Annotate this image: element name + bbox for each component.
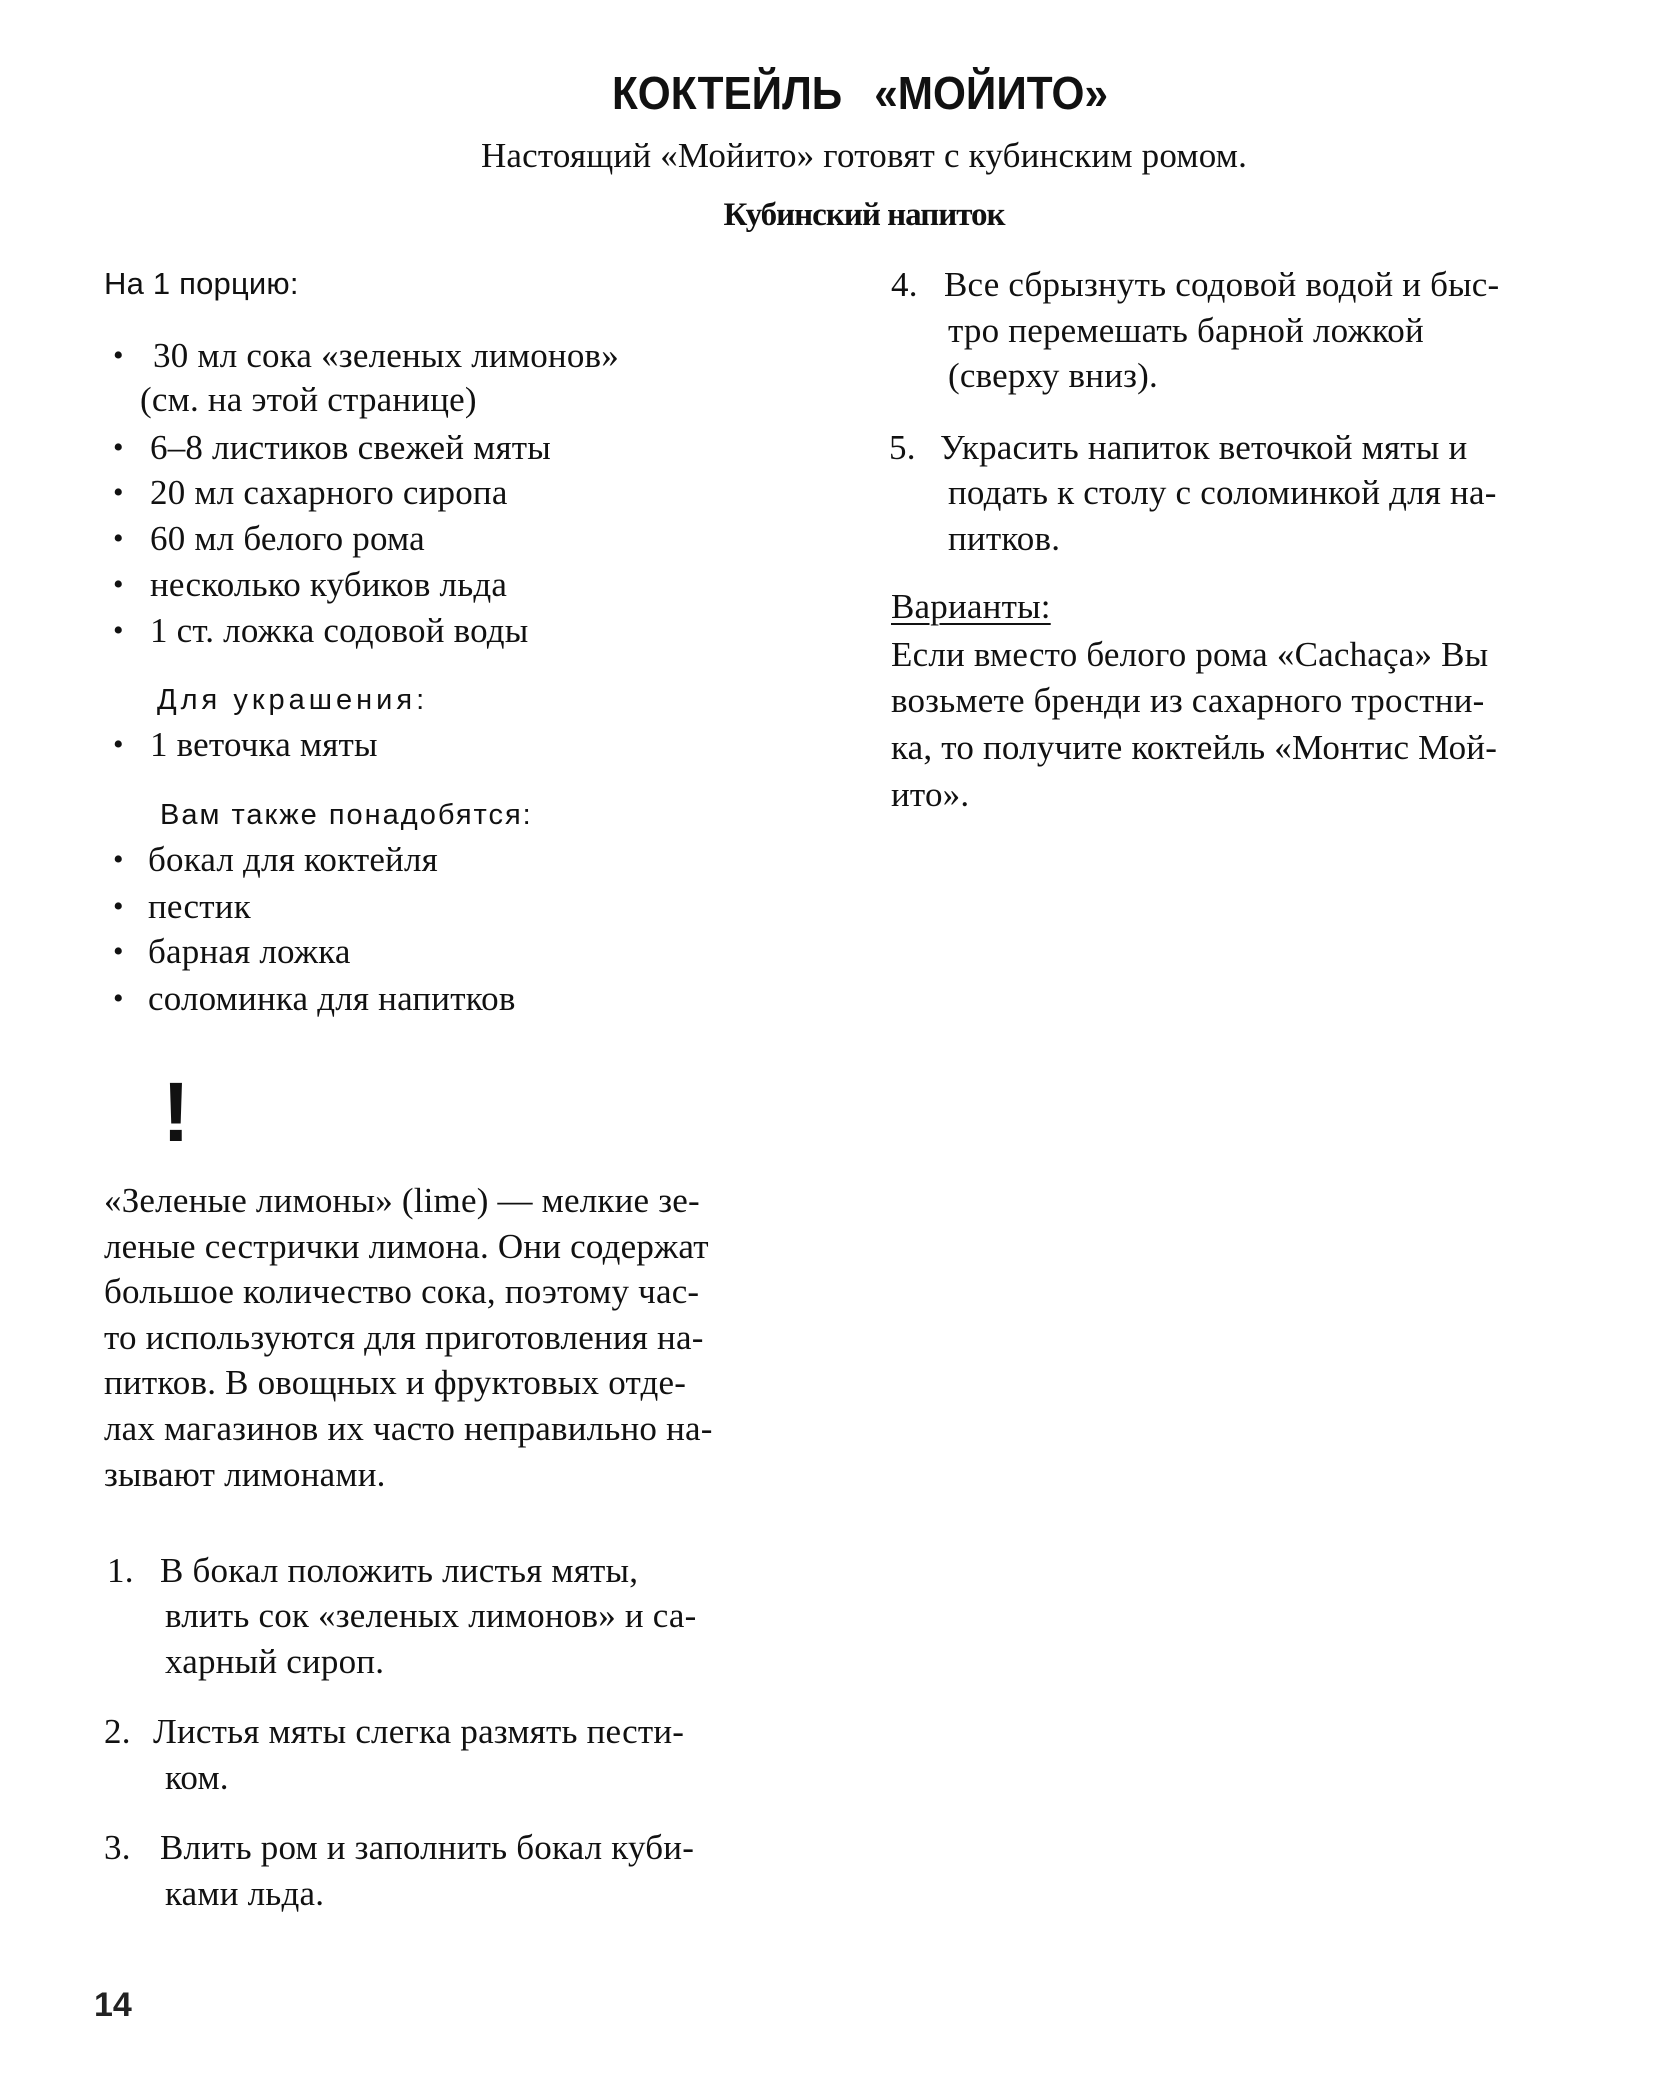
servings-label: На 1 порцию: [104, 266, 299, 301]
step-line: питков. [948, 519, 1061, 558]
subtitle: Настоящий «Мойито» готовят с кубинским ромом. [480, 136, 1248, 175]
variants-line: ка, то получите коктейль «Монтис Мой- [891, 728, 1498, 767]
exclamation-icon: ! [162, 1065, 190, 1159]
step-line: подать к столу с соломинкой для на- [948, 473, 1497, 512]
section-heading: Кубинский напиток [723, 197, 1005, 233]
note-line: большое количество сока, поэтому час- [104, 1272, 700, 1311]
bullet-icon: • [113, 339, 124, 372]
step-line: Украсить напиток веточкой мяты и [940, 428, 1468, 467]
step-number: 4. [891, 265, 918, 304]
bullet-icon: • [113, 935, 124, 968]
list-item: пестик [148, 887, 251, 926]
step-number: 2. [104, 1712, 131, 1751]
list-item: соломинка для напитков [148, 979, 516, 1018]
step-line: ками льда. [165, 1874, 325, 1913]
list-item: 1 ст. ложка содовой воды [150, 611, 529, 650]
variants-label: Варианты: [891, 587, 1051, 626]
bullet-icon: • [113, 982, 124, 1015]
bullet-icon: • [113, 614, 124, 647]
step-line: харный сироп. [165, 1642, 385, 1681]
equipment-label: Вам также понадобятся: [160, 799, 533, 831]
note-line: лах магазинов их часто неправильно на- [104, 1409, 713, 1448]
step-line: Влить ром и заполнить бокал куби- [160, 1828, 695, 1867]
step-line: ком. [165, 1758, 229, 1797]
step-line: тро перемешать барной ложкой [948, 311, 1424, 350]
step-line: влить сок «зеленых лимонов» и са- [165, 1596, 697, 1635]
bullet-icon: • [113, 890, 124, 923]
bullet-icon: • [113, 522, 124, 555]
list-item: (см. на этой странице) [140, 380, 477, 419]
step-line: (сверху вниз). [948, 356, 1158, 395]
step-line: Все сбрызнуть содовой водой и быс- [944, 265, 1500, 304]
step-line: В бокал положить листья мяты, [160, 1551, 639, 1590]
list-item: бокал для коктейля [148, 840, 438, 879]
step-number: 3. [104, 1828, 131, 1867]
garnish-label: Для украшения: [157, 684, 429, 716]
page-number: 14 [94, 1986, 132, 2024]
page-title: КОКТЕЙЛЬ «МОЙИТО» [611, 67, 1109, 119]
step-line: Листья мяты слегка размять пести- [153, 1712, 685, 1751]
list-item: 1 веточка мяты [150, 725, 378, 764]
note-line: зывают лимонами. [104, 1455, 386, 1494]
bullet-icon: • [113, 568, 124, 601]
variants-line: ито». [891, 775, 970, 814]
note-line: то используются для приготовления на- [104, 1318, 704, 1357]
list-item: 30 мл сока «зеленых лимонов» [153, 336, 619, 375]
list-item: несколько кубиков льда [150, 565, 508, 604]
note-line: питков. В овощных и фруктовых отде- [104, 1363, 687, 1402]
note-line: «Зеленые лимоны» (lime) — мелкие зе- [104, 1181, 700, 1220]
variants-line: Если вместо белого рома «Cachaça» Вы [891, 635, 1489, 674]
step-number: 1. [107, 1551, 134, 1590]
bullet-icon: • [113, 431, 124, 464]
list-item: 20 мл сахарного сиропа [150, 473, 508, 512]
list-item: барная ложка [148, 932, 351, 971]
note-line: леные сестрички лимона. Они содержат [104, 1227, 709, 1266]
bullet-icon: • [113, 843, 124, 876]
list-item: 6–8 листиков свежей мяты [150, 428, 551, 467]
bullet-icon: • [113, 476, 124, 509]
variants-line: возьмете бренди из сахарного тростни- [891, 681, 1485, 720]
list-item: 60 мл белого рома [150, 519, 425, 558]
step-number: 5. [889, 428, 916, 467]
bullet-icon: • [113, 728, 124, 761]
